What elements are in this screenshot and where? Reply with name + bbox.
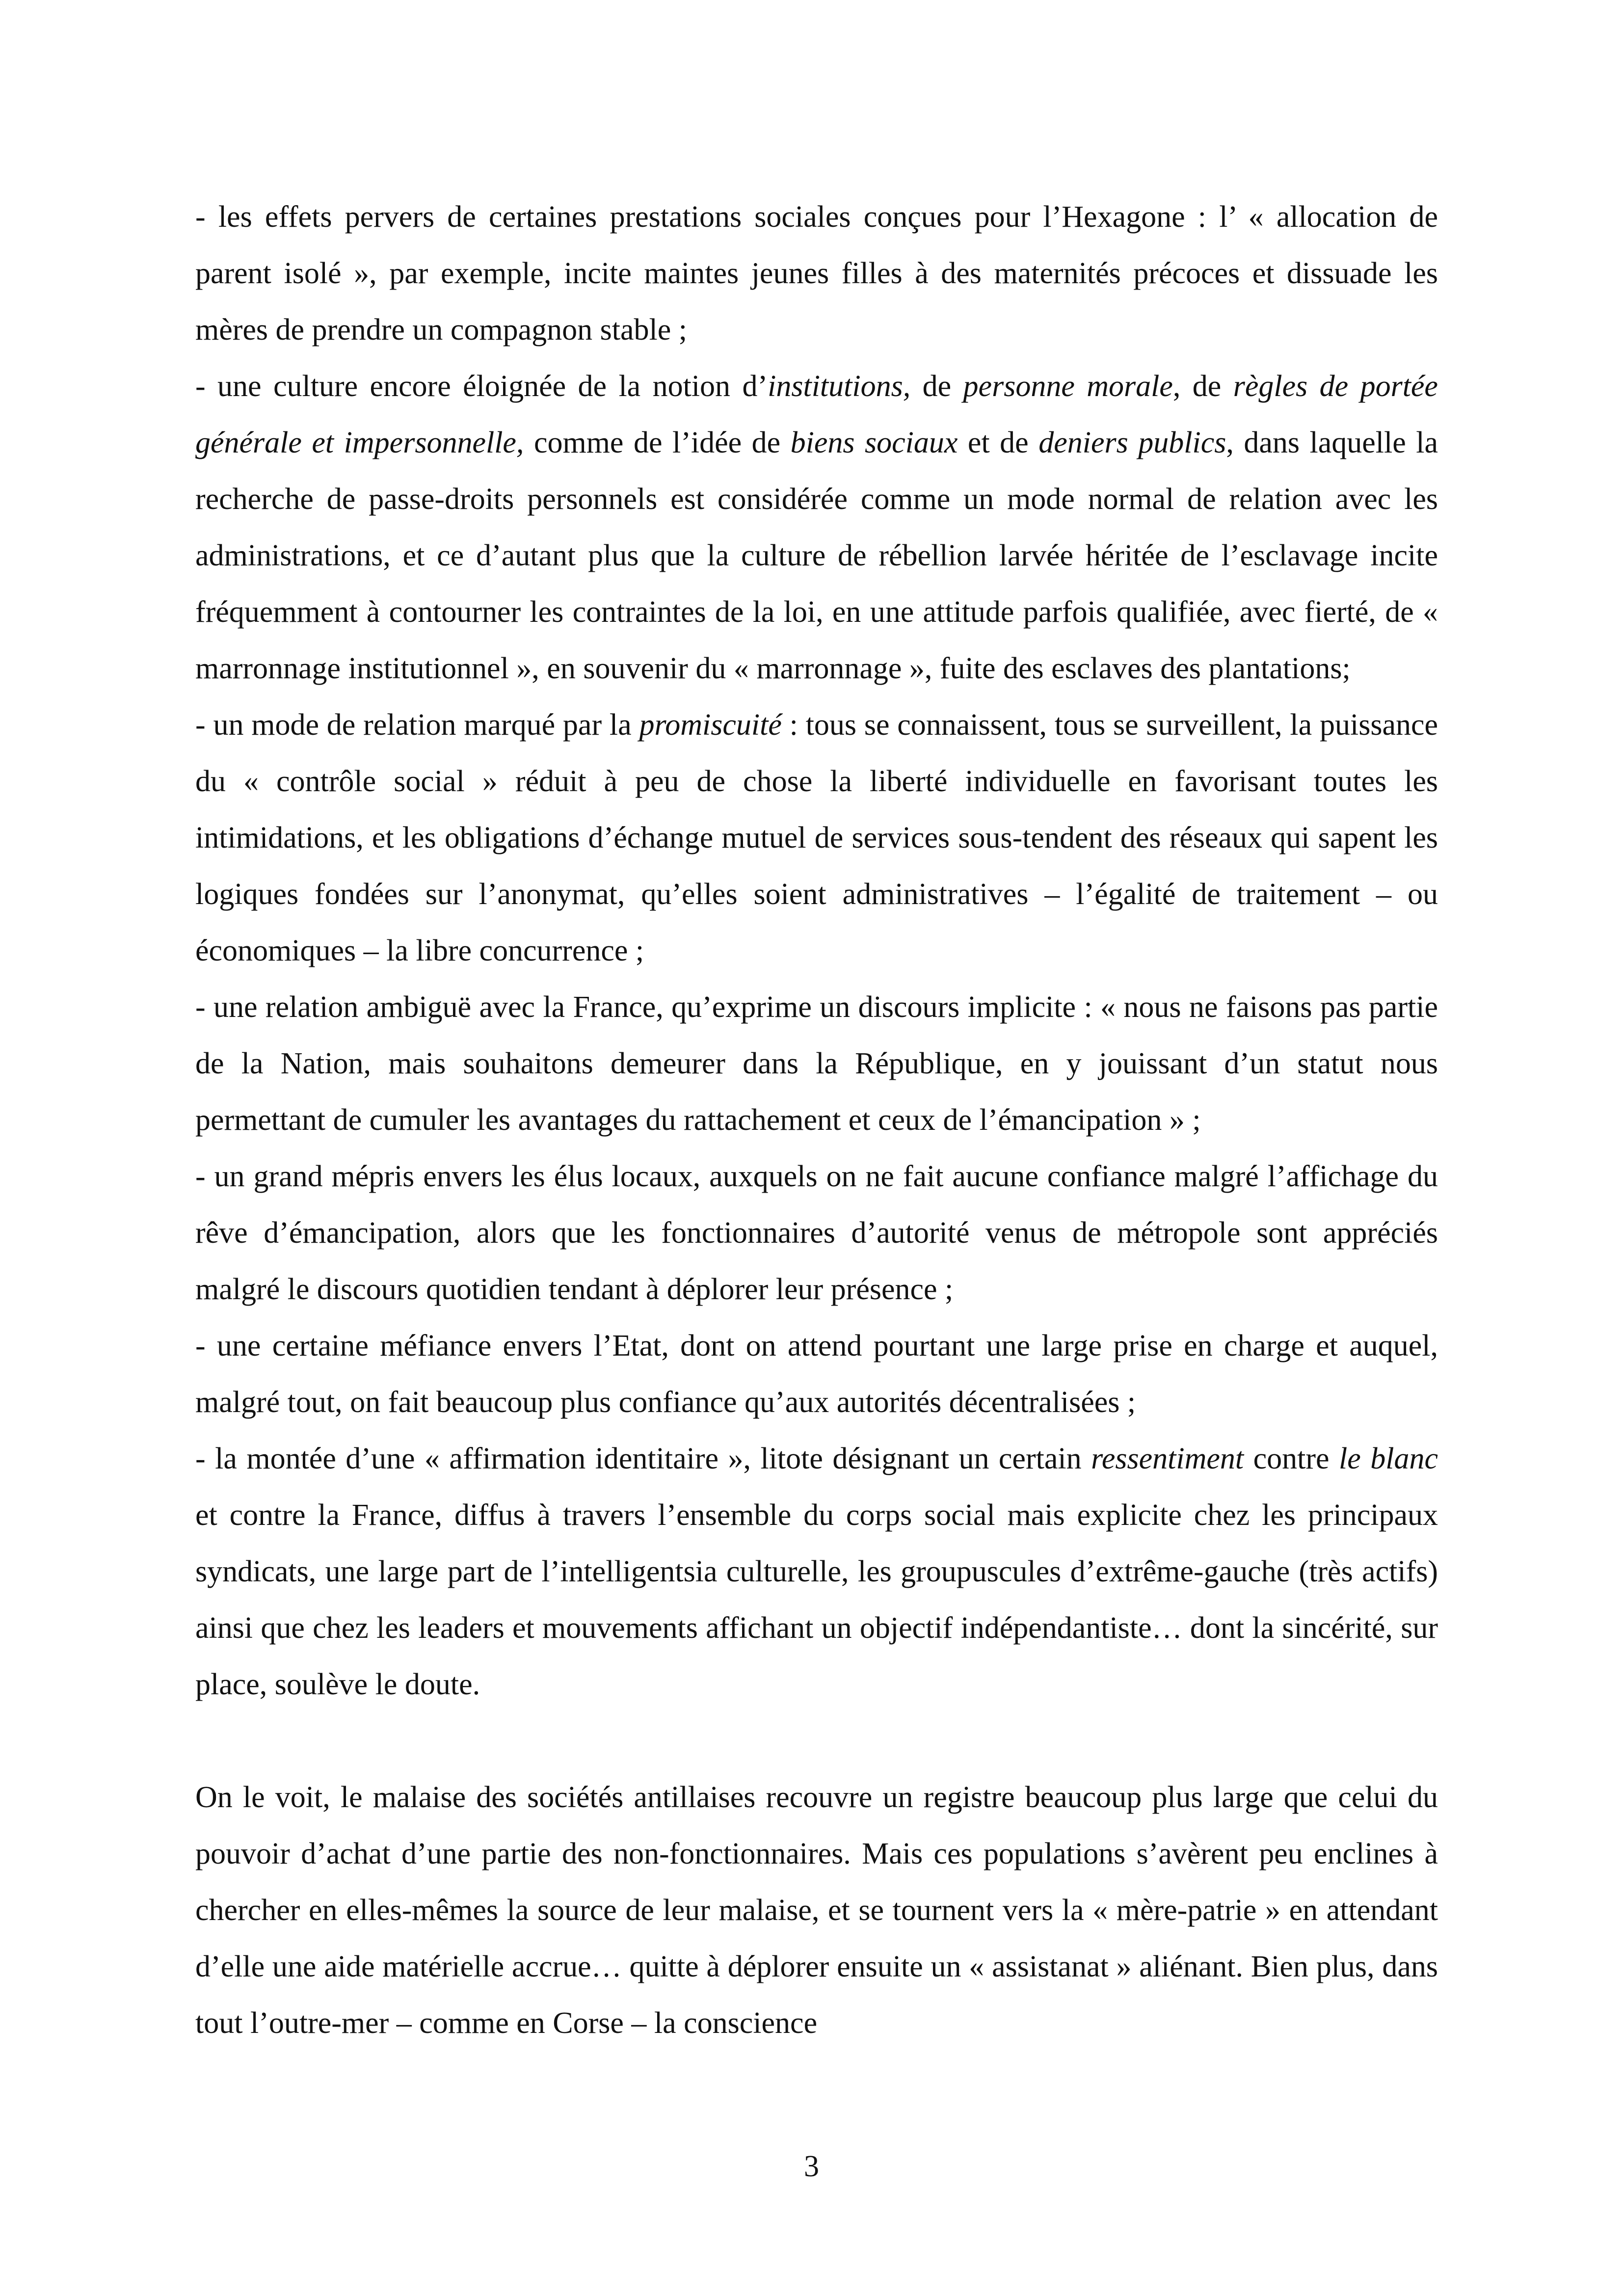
- list-item: - une certaine méfiance envers l’Etat, dont on attend pourtant une large prise en charge et auquel, malgré tout, on fait beaucoup plus confiance qu’aux autorités décentralisées ;: [195, 1329, 1438, 1419]
- paragraph-gap: [195, 1713, 1438, 1769]
- list-item: - une relation ambiguë avec la France, qu’exprime un discours implicite : « nous ne faisons pas partie de la Nation, mais souhaitons demeurer dans la République, en y jouissant d’un statut nous permettant de cumuler les avantages du rattachement et ceux de l’émancipation » ;: [195, 990, 1438, 1137]
- list-item: - les effets pervers de certaines prestations sociales conçues pour l’Hexagone : l’ « allocation de parent isolé », par exemple, incite maintes jeunes filles à des maternités précoces et dissuade les mères de prendre un compagnon stable ;: [195, 200, 1438, 347]
- list-item: - la montée d’une « affirmation identitaire », litote désignant un certain ressentiment contre le blanc et contre la France, diffus à travers l’ensemble du corps social mais explicite chez les principaux syndicats, une large part de l’intelligentsia culturelle, les groupuscules d’extrême-gauche (très actifs) ainsi que chez les leaders et mouvements affichant un objectif indépendantiste… dont la sincérité, sur place, soulève le doute.: [195, 1442, 1438, 1701]
- body-text: [195, 189, 1438, 2052]
- page-number: 3: [804, 2150, 819, 2183]
- list-item: - un mode de relation marqué par la promiscuité : tous se connaissent, tous se surveillent, la puissance du « contrôle social » réduit à peu de chose la liberté individuelle en favorisant toutes les intimidations, et les obligations d’échange mutuel de services sous-tendent des réseaux qui sapent les logiques fondées sur l’anonymat, qu’elles soient administratives – l’égalité de traitement – ou économiques – la libre concurrence ;: [195, 708, 1438, 967]
- list-item: - une culture encore éloignée de la notion d’institutions, de personne morale, de règles de portée générale et impersonnelle, comme de l’idée de biens sociaux et de deniers publics, dans laquelle la recherche de passe-droits personnels est considérée comme un mode normal de relation avec les administrations, et ce d’autant plus que la culture de rébellion larvée héritée de l’esclavage incite fréquemment à contourner les contraintes de la loi, en une attitude parfois qualifiée, avec fierté, de « marronnage institutionnel », en souvenir du « marronnage », fuite des esclaves des plantations;: [195, 370, 1438, 685]
- conclusion-paragraph: On le voit, le malaise des sociétés antillaises recouvre un registre beaucoup plus large que celui du pouvoir d’achat d’une partie des non-fonctionnaires. Mais ces populations s’avèrent peu enclines à chercher en elles-mêmes la source de leur malaise, et se tournent vers la « mère-patrie » en attendant d’elle une aide matérielle accrue… quitte à déplorer ensuite un « assistanat » aliénant. Bien plus, dans tout l’outre-mer – comme en Corse – la conscience: [195, 1781, 1438, 2040]
- list-item: - un grand mépris envers les élus locaux, auxquels on ne fait aucune confiance malgré l’affichage du rêve d’émancipation, alors que les fonctionnaires d’autorité venus de métropole sont appréciés malgré le discours quotidien tendant à déplorer leur présence ;: [195, 1160, 1438, 1306]
